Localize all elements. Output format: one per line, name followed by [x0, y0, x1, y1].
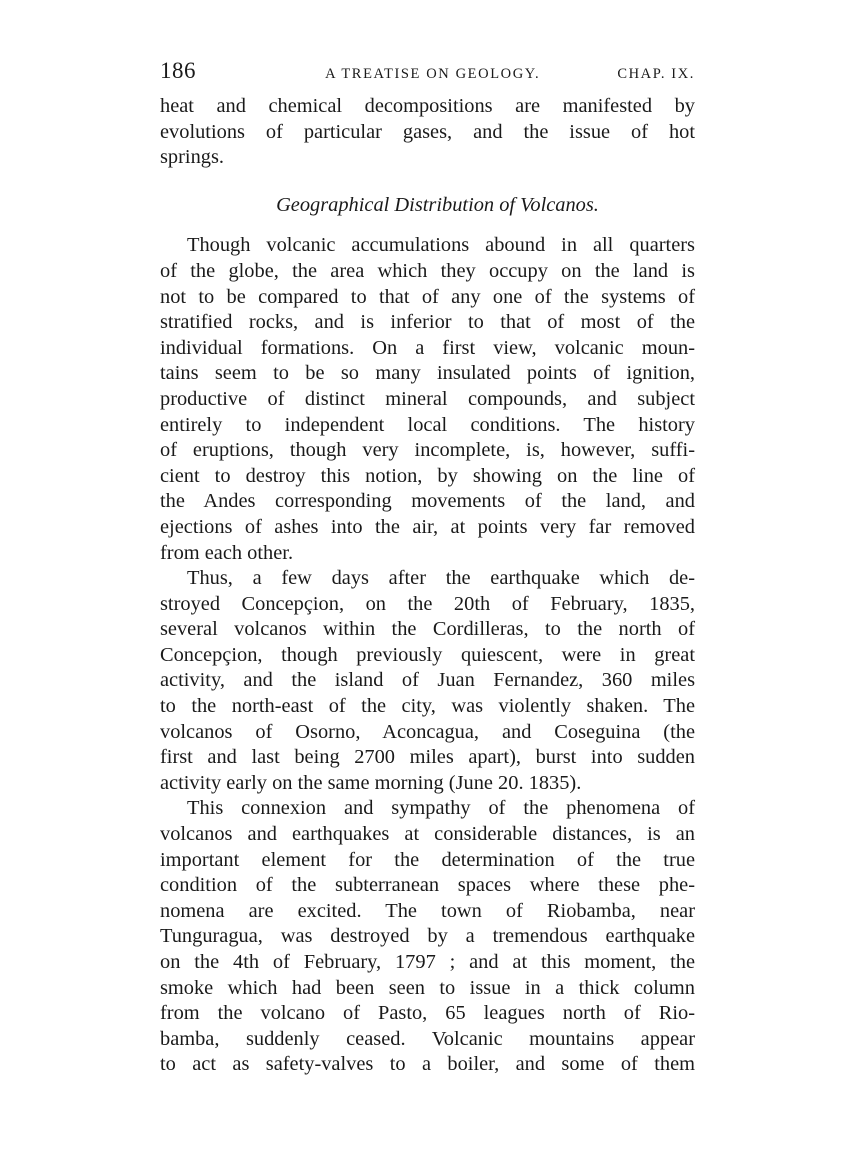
running-title: A TREATISE ON GEOLOGY.	[325, 66, 541, 82]
text-line: from the volcano of Pasto, 65 leagues north of Rio-	[160, 1002, 695, 1025]
text-line: not to be compared to that of any one of the systems of	[160, 285, 695, 308]
text-line: stroyed Concepçion, on the 20th of February, 1835,	[160, 592, 695, 615]
text-line: Concepçion, though previously quiescent, were in great	[160, 643, 695, 666]
page-number: 186	[160, 58, 196, 83]
text-line: condition of the subterranean spaces where these phe-	[160, 874, 695, 897]
book-page	[160, 58, 695, 1078]
text-line: activity, and the island of Juan Fernandez, 360 miles	[160, 669, 695, 692]
text-line: to act as safety-valves to a boiler, and some of them	[160, 1053, 695, 1076]
text-line: activity early on the same morning (June 20. 1835).	[160, 771, 582, 794]
text-line: springs.	[160, 146, 225, 169]
text-line: individual formations. On a first view, volcanic moun-	[160, 336, 695, 359]
text-line: Thus, a few days after the earthquake which de-	[187, 567, 695, 590]
text-line: volcanos and earthquakes at considerable distances, is an	[160, 823, 695, 846]
intro-paragraph	[160, 94, 695, 171]
text-line: This connexion and sympathy of the phenomena of	[187, 797, 695, 820]
text-line: tains seem to be so many insulated points of ignition,	[160, 362, 695, 385]
text-line: nomena are excited. The town of Riobamba, near	[160, 899, 695, 922]
running-head	[160, 58, 695, 94]
text-line: Though volcanic accumulations abound in all quarters	[187, 234, 695, 257]
text-line: from each other.	[160, 541, 294, 564]
paragraph-distribution	[160, 233, 695, 566]
text-line: heat and chemical decompositions are manifested by	[160, 95, 695, 117]
paragraph-riobamba	[160, 796, 695, 1078]
text-line: cient to destroy this notion, by showing on the line of	[160, 464, 695, 487]
paragraph-concepcion	[160, 566, 695, 796]
text-line: ejections of ashes into the air, at points very far removed	[160, 515, 695, 538]
text-line: volcanos of Osorno, Aconcagua, and Coseguina (the	[160, 720, 695, 743]
text-line: stratified rocks, and is inferior to that of most of the	[160, 311, 695, 334]
text-line: bamba, suddenly ceased. Volcanic mountains appear	[160, 1027, 695, 1050]
text-line: the Andes corresponding movements of the land, and	[160, 490, 695, 513]
text-line: smoke which had been seen to issue in a thick column	[160, 976, 695, 999]
text-line: productive of distinct mineral compounds, and subject	[160, 387, 695, 410]
text-line: to the north-east of the city, was violently shaken. The	[160, 695, 695, 718]
text-line: first and last being 2700 miles apart), burst into sudden	[160, 746, 695, 769]
text-line: of the globe, the area which they occupy on the land is	[160, 259, 695, 282]
body-text	[160, 94, 695, 1078]
section-heading: Geographical Distribution of Volcanos.	[276, 193, 599, 216]
text-line: several volcanos within the Cordilleras, to the north of	[160, 618, 695, 641]
text-line: of eruptions, though very incomplete, is, however, suffi-	[160, 439, 695, 462]
text-line: on the 4th of February, 1797 ; and at this moment, the	[160, 951, 695, 973]
text-line: evolutions of particular gases, and the issue of hot	[160, 120, 695, 143]
chapter-label: CHAP. IX.	[617, 66, 695, 82]
text-line: Tunguragua, was destroyed by a tremendous earthquake	[160, 925, 695, 948]
text-line: important element for the determination of the true	[160, 848, 695, 871]
text-line: entirely to independent local conditions. The history	[160, 413, 695, 436]
